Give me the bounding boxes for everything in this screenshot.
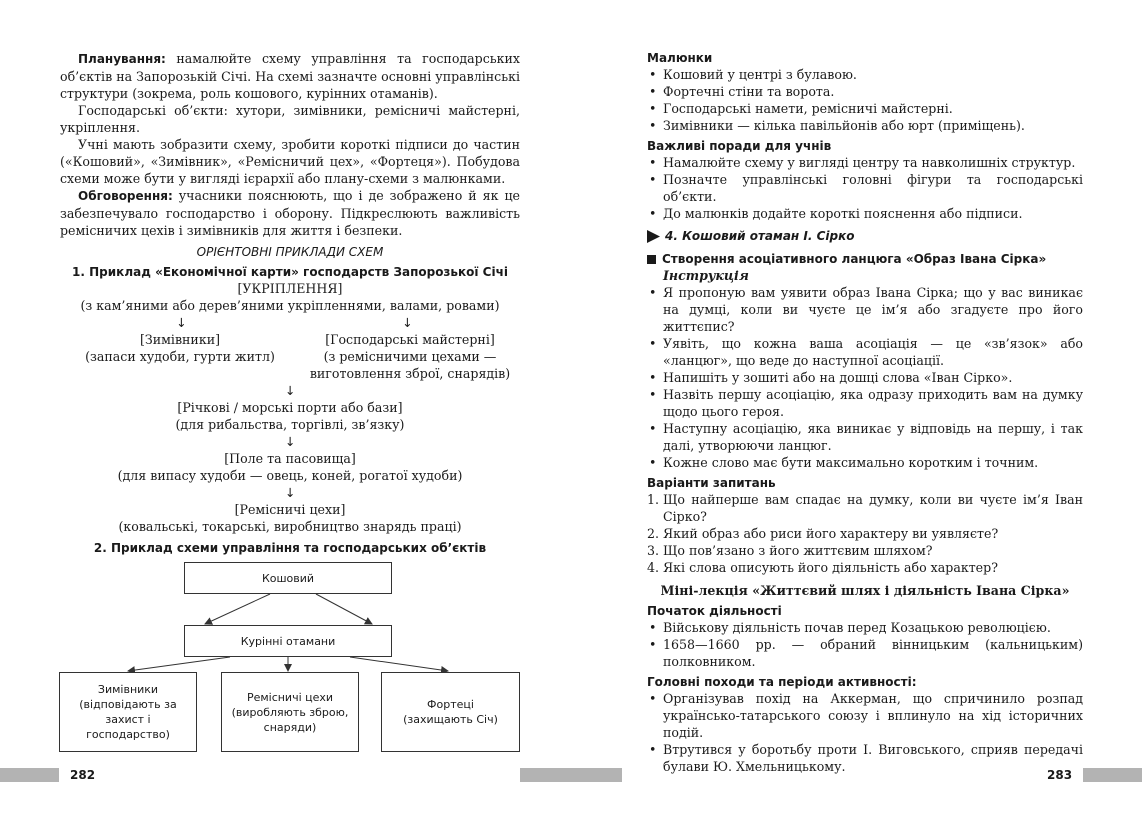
drawings-title: Малюнки [647, 51, 713, 65]
list-item: • Зимівники — кілька павільйонів або юрт (приміщень). [647, 117, 1083, 134]
connector-line [350, 657, 448, 671]
questions-list [647, 491, 1083, 576]
footer-bar-center-right [571, 768, 622, 782]
list-item: • Військову діяльність почав перед Козацькою революцією. [647, 619, 1083, 636]
fort-label: [УКРІПЛЕННЯ] [237, 281, 343, 296]
list-item: • Втрутився у боротьбу проти І. Виговського, сприяв передачі булави Ю. Хмельницькому. [647, 741, 1083, 775]
connector-line [316, 594, 372, 624]
list-item: • Наступну асоціацію, яка виникає у відповідь на першу, і так далі, утворюючи ланцюг. [647, 420, 1083, 454]
list-item: • Я пропоную вам уявити образ Івана Сірка; що у вас виникає на думці, коли ви чуєте це ім’я або згадуєте про його життєпис? [647, 284, 1083, 335]
campaigns-list [647, 690, 1083, 775]
winter-label: [Зимівники] [139, 332, 221, 347]
section-4-heading [647, 228, 1083, 245]
drawings-list [647, 66, 1083, 134]
diagram-box-fortetsi: Фортеці (захищають Січ) [381, 672, 520, 752]
students-task-paragraph: Учні мають зобразити схему, зробити короткі підписи до частин («Кошовий», «Зимівник», «Ремісничий цех», «Фортеця»). Побудова схеми може бути у вигляді ієрархії або плану-схеми з малюнками. [60, 137, 520, 186]
fields-label: [Поле та пасовища] [224, 451, 356, 466]
arrow-down-icon: ↓ [284, 383, 296, 398]
crafts-label: [Ремісничі цехи] [234, 502, 346, 517]
square-bullet-icon [647, 255, 656, 264]
assoc-title: Створення асоціативного ланцюга «Образ Івана Сірка» [662, 252, 1047, 266]
right-page [571, 0, 1142, 827]
section-title: ОРІЄНТОВНІ ПРИКЛАДИ СХЕМ [196, 245, 384, 259]
ports-label: [Річкові / морські порти або бази] [177, 400, 403, 415]
list-item: 4. Які слова описують його діяльність або характер? [647, 560, 998, 575]
connector-line [128, 657, 230, 671]
diagram-box-remisnychi-tsekhy: Ремісничі цехи (виробляють зброю, снаряди) [221, 672, 359, 752]
footer-bar-center-left [520, 768, 571, 782]
list-item: • Організував похід на Аккерман, що спричинило розпад українсько-татарського союзу і вплинуло на хід історичних подій. [647, 690, 1083, 741]
tips-list [647, 154, 1083, 222]
list-item: • 1658—1660 рр. — обраний вінницьким (кальницьким) полковником. [647, 636, 1083, 670]
diagram-box-zymivnyky: Зимівники (відповідають за захист і господарство) [59, 672, 197, 752]
list-item: • Назвіть першу асоціацію, яка одразу приходить вам на думку щодо цього героя. [647, 386, 1083, 420]
list-item: 3. Що пов’язано з його життєвим шляхом? [647, 543, 933, 558]
fort-description: (з кам’яними або дерев’яними укріпленнями, валами, ровами) [80, 298, 500, 313]
list-item: 2. Який образ або риси його характеру ви уявляєте? [647, 526, 999, 541]
arrow-down-icon: ↓ [176, 315, 187, 330]
footer-bar-right [1083, 768, 1142, 782]
section-4-title: 4. Кошовий отаман І. Сірко [665, 229, 855, 243]
start-title: Початок діяльності [647, 604, 782, 618]
campaigns-title: Головні походи та періоди активності: [647, 675, 917, 689]
list-item: • Кожне слово має бути максимально коротким і точним. [647, 454, 1083, 471]
planning-label: Планування: [78, 52, 166, 66]
list-item: • Напишіть у зошиті або на дошці слова «Іван Сірко». [647, 369, 1083, 386]
workshops-description-1: (з ремісничими цехами — [323, 349, 497, 364]
questions-title: Варіанти запитань [647, 476, 776, 490]
arrow-down-icon: ↓ [402, 315, 413, 330]
tips-title: Важливі поради для учнів [647, 139, 832, 153]
fields-description: (для випасу худоби — овець, коней, рогатої худоби) [117, 468, 463, 483]
diagram-box-kurinni-otamany: Курінні отамани [184, 625, 392, 657]
page-number-left: 282 [70, 768, 96, 782]
list-item: 1. Що найперше вам спадає на думку, коли ви чуєте ім’я Іван Сірко? [647, 492, 1083, 524]
winter-description: (запаси худоби, гурти житл) [85, 349, 275, 364]
example1-title: 1. Приклад «Економічної карти» господарств Запорозької Січі [72, 265, 508, 279]
arrow-down-icon: ↓ [284, 434, 296, 449]
list-item: • Кошовий у центрі з булавою. [647, 66, 1083, 83]
example2-title: 2. Приклад схеми управління та господарських об’єктів [93, 541, 487, 555]
start-list [647, 619, 1083, 670]
diagram-box-koshovyi: Кошовий [184, 562, 392, 594]
mini-lecture-title: Міні-лекція «Життєвий шлях і діяльність Івана Сірка» [660, 583, 1070, 598]
list-item: • Господарські намети, ремісничі майстерні. [647, 100, 1083, 117]
right-page-content [647, 50, 1083, 775]
list-item: • Уявіть, що кожна ваша асоціація — це «зв’язок» або «ланцюг», що веде до наступної асоціації. [647, 335, 1083, 369]
list-item: • Фортечні стіни та ворота. [647, 83, 1083, 100]
workshops-description-2: виготовлення зброї, снарядів) [309, 366, 511, 381]
page-number-right: 283 [1047, 768, 1073, 782]
discussion-label: Обговорення: [78, 189, 173, 203]
triangle-right-icon [647, 230, 661, 243]
arrow-down-icon: ↓ [284, 485, 296, 500]
crafts-description: (ковальські, токарські, виробництво знарядь праці) [118, 519, 462, 534]
footer-bar-left [0, 768, 59, 782]
workshops-label: [Господарські майстерні] [325, 332, 495, 347]
planning-text: намалюйте схему управління та господарських об’єктів на Запорозькій Січі. На схемі зазначте основні управлінські структури (зокрема, роль кошового, курінних отаманів). [60, 51, 520, 101]
ports-description: (для рибальства, торгівлі, зв’язку) [175, 417, 405, 432]
list-item: • Намалюйте схему у вигляді центру та навколишніх структур. [647, 154, 1083, 171]
discussion-text: учасники пояснюють, що і де зображено й як це забезпечувало господарство і оборону. Підкреслюють важливість ремісничих цехів і зимівників для життя і безпеки. [60, 188, 520, 238]
instruction-label: Інструкція [663, 268, 749, 283]
list-item: • Позначте управлінські головні фігури та господарські об’єкти. [647, 171, 1083, 205]
assoc-heading [647, 251, 1083, 267]
instructions-list [647, 284, 1083, 471]
connector-line [205, 594, 270, 624]
list-item: • До малюнків додайте короткі пояснення або підписи. [647, 205, 1083, 222]
economic-objects-paragraph: Господарські об’єкти: хутори, зимівники, ремісничі майстерні, укріплення. [60, 103, 520, 135]
